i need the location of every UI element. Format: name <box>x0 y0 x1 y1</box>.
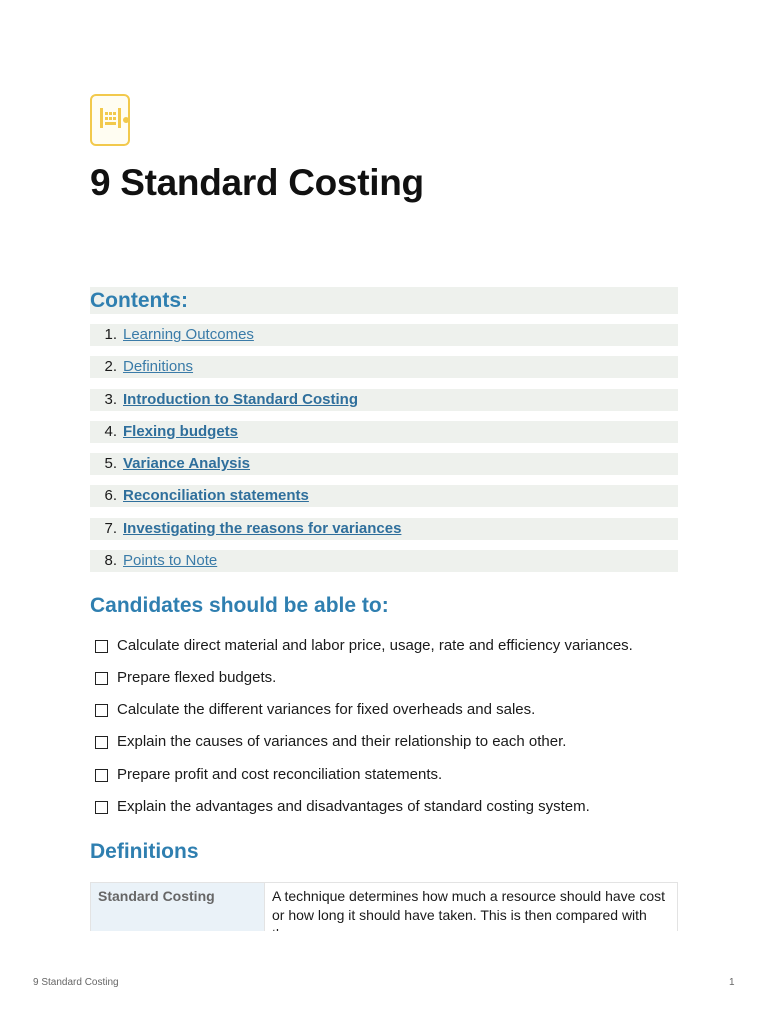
toc-number: 1. <box>104 326 117 343</box>
toc-number: 7. <box>104 519 117 537</box>
toc-number: 6. <box>104 487 117 505</box>
checkbox[interactable] <box>95 801 108 814</box>
toc-number: 3. <box>104 390 117 408</box>
definition-description: A technique determines how much a resource should have cost or how long it should have taken. This is then compared with <box>265 883 678 949</box>
checklist-item <box>90 666 690 688</box>
toc-link-definitions[interactable]: Definitions <box>123 358 194 376</box>
page-break-mask <box>88 931 688 971</box>
toc-link-variance-analysis[interactable]: Variance Analysis <box>123 455 251 473</box>
toc-item-points-to-note <box>90 550 678 572</box>
toc-item-introduction <box>90 389 678 411</box>
definition-term: Standard Costing <box>91 883 265 949</box>
checklist-item-text: Prepare profit and cost reconciliation statements. <box>117 765 443 783</box>
checkbox[interactable] <box>95 769 108 782</box>
toc-item-learning-outcomes <box>90 324 678 346</box>
checklist-item-text: Calculate direct material and labor price, usage, rate and efficiency variances. <box>117 636 633 654</box>
toc-number: 5. <box>104 455 117 473</box>
toc-link-points-to-note[interactable]: Points to Note <box>123 552 218 570</box>
toc-item-definitions <box>90 356 678 378</box>
checklist-item <box>90 634 690 656</box>
definitions-heading: Definitions <box>90 840 199 863</box>
calculator-icon <box>90 94 130 146</box>
toc-link-investigating[interactable]: Investigating the reasons for variances <box>123 519 402 537</box>
checklist-item-text: Explain the causes of variances and their relationship to each other. <box>117 733 567 751</box>
checklist-item-text: Calculate the different variances for fixed overheads and sales. <box>117 701 536 719</box>
page-title: 9 Standard Costing <box>90 162 424 203</box>
footer-title: 9 Standard Costing <box>33 977 119 988</box>
toc-link-reconciliation[interactable]: Reconciliation statements <box>123 487 309 505</box>
toc-item-flexing-budgets <box>90 421 678 443</box>
checkbox[interactable] <box>95 672 108 685</box>
checklist-item <box>90 763 690 785</box>
outcomes-heading: Candidates should be able to: <box>90 594 389 617</box>
toc-link-learning-outcomes[interactable]: Learning Outcomes <box>123 326 254 343</box>
toc-link-flexing-budgets[interactable]: Flexing budgets <box>123 422 239 440</box>
table-of-contents <box>90 324 678 582</box>
toc-number: 8. <box>104 552 117 570</box>
checklist-item-text: Prepare flexed budgets. <box>117 668 277 686</box>
outcomes-checklist <box>90 634 690 828</box>
toc-number: 2. <box>104 358 117 376</box>
toc-item-reconciliation <box>90 485 678 507</box>
toc-link-introduction[interactable]: Introduction to Standard Costing <box>123 390 358 408</box>
toc-number: 4. <box>104 422 117 440</box>
checkbox[interactable] <box>95 640 108 653</box>
checkbox[interactable] <box>95 704 108 717</box>
checkbox[interactable] <box>95 736 108 749</box>
checklist-item <box>90 699 690 721</box>
contents-heading: Contents: <box>90 287 678 314</box>
checklist-item <box>90 731 690 753</box>
toc-item-investigating <box>90 518 678 540</box>
checklist-item <box>90 795 690 817</box>
toc-item-variance-analysis <box>90 453 678 475</box>
checklist-item-text: Explain the advantages and disadvantages of standard costing system. <box>117 797 590 815</box>
page-number: 1 <box>729 977 735 988</box>
